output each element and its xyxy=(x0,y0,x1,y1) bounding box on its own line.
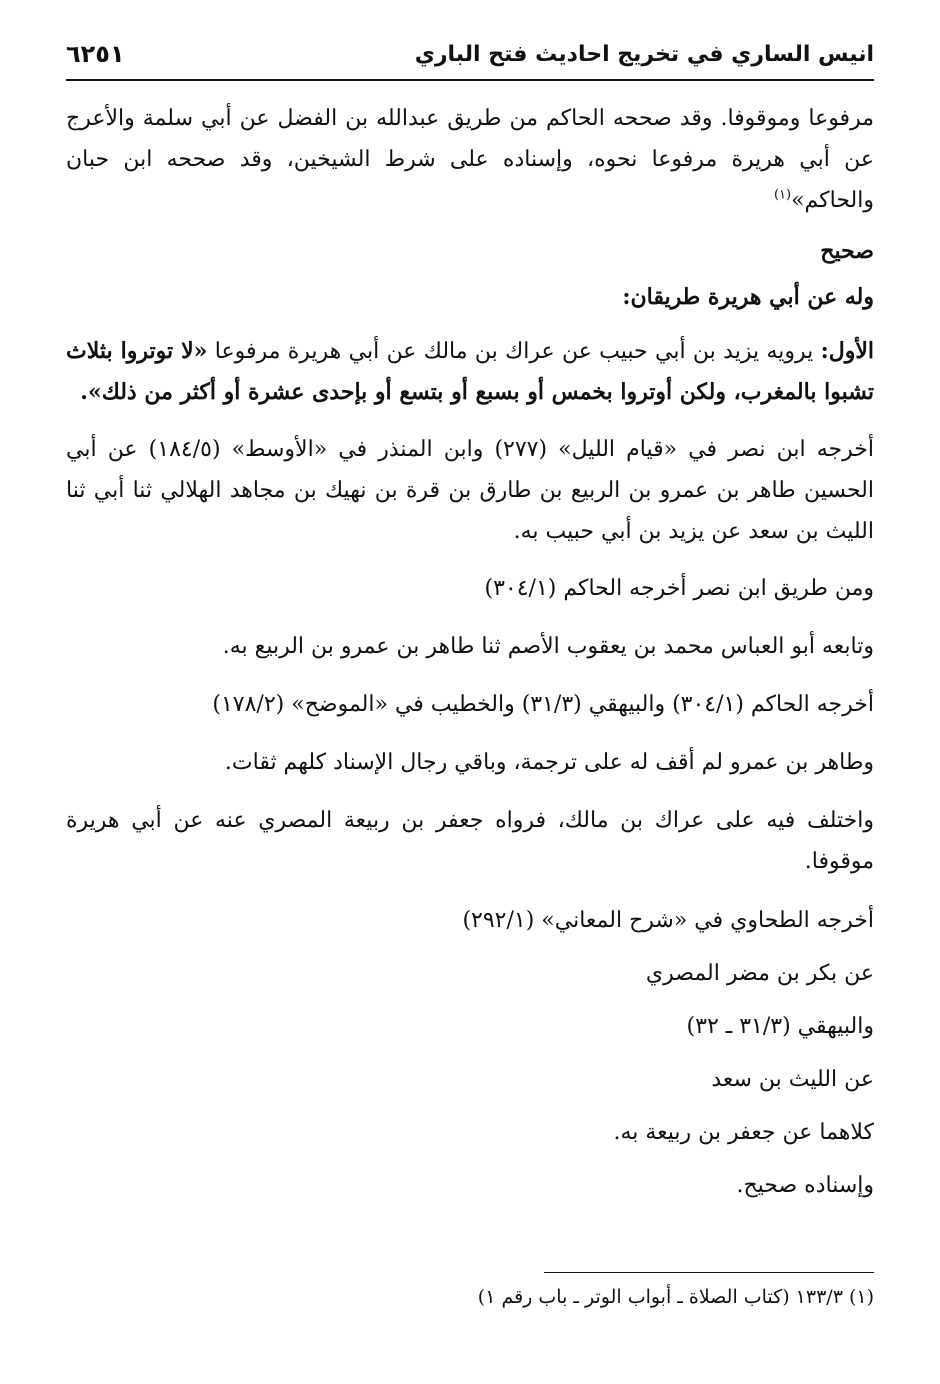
header-rule xyxy=(66,79,874,81)
subheading: وله عن أبي هريرة طريقان: xyxy=(622,284,874,310)
intro-paragraph xyxy=(66,98,874,221)
first-hadith: «لا توتروا بثلاث تشبوا بالمغرب، ولكن أوتروا بخمس أو بسبع أو بتسع أو بإحدى عشرة أو أكثر من ذلك». xyxy=(66,338,874,405)
text-line-3: أخرجه الحاكم (٣٠٤/١) والبيهقي (٣١/٣) والخطيب في «الموضح» (١٧٨/٢) xyxy=(212,692,874,717)
text-line-4: وطاهر بن عمرو لم أقف له على ترجمة، وباقي رجال الإسناد كلهم ثقات. xyxy=(224,750,874,775)
footnote-rule xyxy=(544,1272,874,1273)
first-text: يرويه يزيد بن أبي حبيب عن عراك بن مالك عن أبي هريرة مرفوعا xyxy=(207,339,821,364)
first-label: الأول: xyxy=(820,338,874,364)
page-number: ٦٢٥١ xyxy=(66,40,125,68)
takhrij-paragraph: أخرجه ابن نصر في «قيام الليل» (٢٧٧) وابن المنذر في «الأوسط» (١٨٤/٥) عن أبي الحسين طاهر بن عمرو بن الربيع بن طارق بن قرة بن نهيك بن مجاهد الهلالي ثنا أبي ثنا الليث بن سعد عن يزيد بن أبي حبيب به. xyxy=(66,437,874,544)
page-body xyxy=(66,98,874,1218)
text-line-1: ومن طريق ابن نصر أخرجه الحاكم (٣٠٤/١) xyxy=(484,576,874,601)
paragraph-2: واختلف فيه على عراك بن مالك، فرواه جعفر بن ربيعة المصري عنه عن أبي هريرة موقوفا. xyxy=(66,808,874,874)
text-line-8: عن الليث بن سعد xyxy=(711,1067,874,1092)
intro-text: مرفوعا وموقوفا. وقد صححه الحاكم من طريق عبدالله بن الفضل عن أبي سلمة والأعرج عن أبي هريرة مرفوعا نحوه، وإسناده على شرط الشيخين، وقد صححه ابن حبان والحاكم» xyxy=(66,106,874,213)
footnote-reference: (١) xyxy=(773,187,792,203)
first-route-paragraph xyxy=(66,331,874,413)
text-line-7: والبيهقي (٣١/٣ ـ ٣٢) xyxy=(686,1014,874,1039)
text-line-10: وإسناده صحيح. xyxy=(736,1173,874,1198)
verdict-heading: صحيح xyxy=(820,238,874,264)
text-line-2: وتابعه أبو العباس محمد بن يعقوب الأصم ثنا طاهر بن عمرو بن الربيع به. xyxy=(222,634,874,659)
text-line-5: أخرجه الطحاوي في «شرح المعاني» (٢٩٢/١) xyxy=(462,908,874,933)
running-header xyxy=(66,34,874,74)
text-line-9: كلاهما عن جعفر بن ربيعة به. xyxy=(613,1120,874,1145)
text-line-6: عن بكر بن مضر المصري xyxy=(645,961,874,986)
footnote: (١) ١٣٣/٣ (كتاب الصلاة ـ أبواب الوتر ـ باب رقم ١) xyxy=(477,1286,874,1308)
book-title: انيس الساري في تخريج احاديث فتح الباري xyxy=(414,42,874,67)
